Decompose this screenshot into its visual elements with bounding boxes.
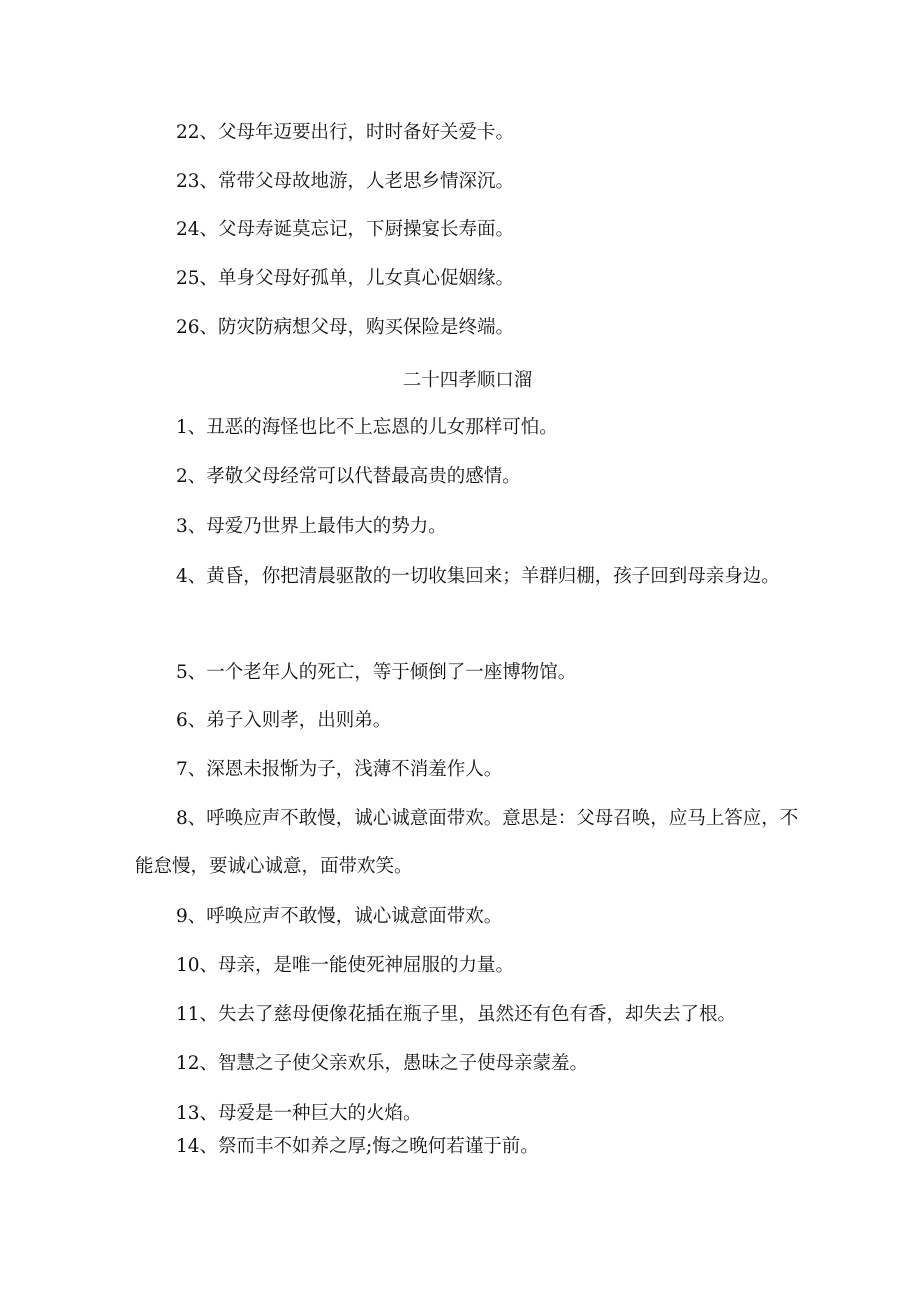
paragraph-b-1: 1、丑恶的海怪也比不上忘恩的儿女那样可怕。: [176, 417, 558, 438]
paragraph-a-25: 25、单身父母好孤单，儿女真心促姻缘。: [176, 268, 515, 289]
section-heading: 二十四孝顺口溜: [402, 370, 533, 391]
paragraph-b-2: 2、孝敬父母经常可以代替最高贵的感情。: [176, 466, 521, 487]
paragraph-b-13: 13、母爱是一种巨大的火焰。: [176, 1103, 422, 1124]
paragraph-b-4: 4、黄昏，你把清晨驱散的一切收集回来；羊群归棚，孩子回到母亲身边。: [176, 566, 780, 587]
paragraph-b-10: 10、母亲，是唯一能使死神屈服的力量。: [176, 955, 515, 976]
paragraph-b-7: 7、深恩未报惭为子，浅薄不消羞作人。: [176, 759, 503, 780]
paragraph-a-26: 26、防灾防病想父母，购买保险是终端。: [176, 317, 515, 338]
paragraph-b-8: 8、呼唤应声不敢慢，诚心诚意面带欢。意思是：父母召唤，应马上答应，不能怠慢，要诚心诚意，面带欢笑。: [135, 808, 799, 877]
paragraph-b-6: 6、弟子入则孝，出则弟。: [176, 710, 392, 731]
paragraph-a-24: 24、父母寿诞莫忘记，下厨操宴长寿面。: [176, 219, 515, 240]
paragraph-a-22: 22、父母年迈要出行，时时备好关爱卡。: [176, 122, 515, 143]
paragraph-b-3: 3、母爱乃世界上最伟大的势力。: [176, 516, 447, 537]
paragraph-b-9: 9、呼唤应声不敢慢，诚心诚意面带欢。: [176, 906, 503, 927]
paragraph-b-5: 5、一个老年人的死亡，等于倾倒了一座博物馆。: [176, 662, 577, 683]
paragraph-a-23: 23、常带父母故地游，人老思乡情深沉。: [176, 171, 515, 192]
paragraph-b-12: 12、智慧之子使父亲欢乐，愚昧之子使母亲蒙羞。: [176, 1053, 589, 1074]
paragraph-b-14: 14、祭而丰不如养之厚;悔之晚何若谨于前。: [176, 1136, 539, 1157]
paragraph-b-11: 11、失去了慈母便像花插在瓶子里，虽然还有色有香，却失去了根。: [176, 1004, 737, 1025]
